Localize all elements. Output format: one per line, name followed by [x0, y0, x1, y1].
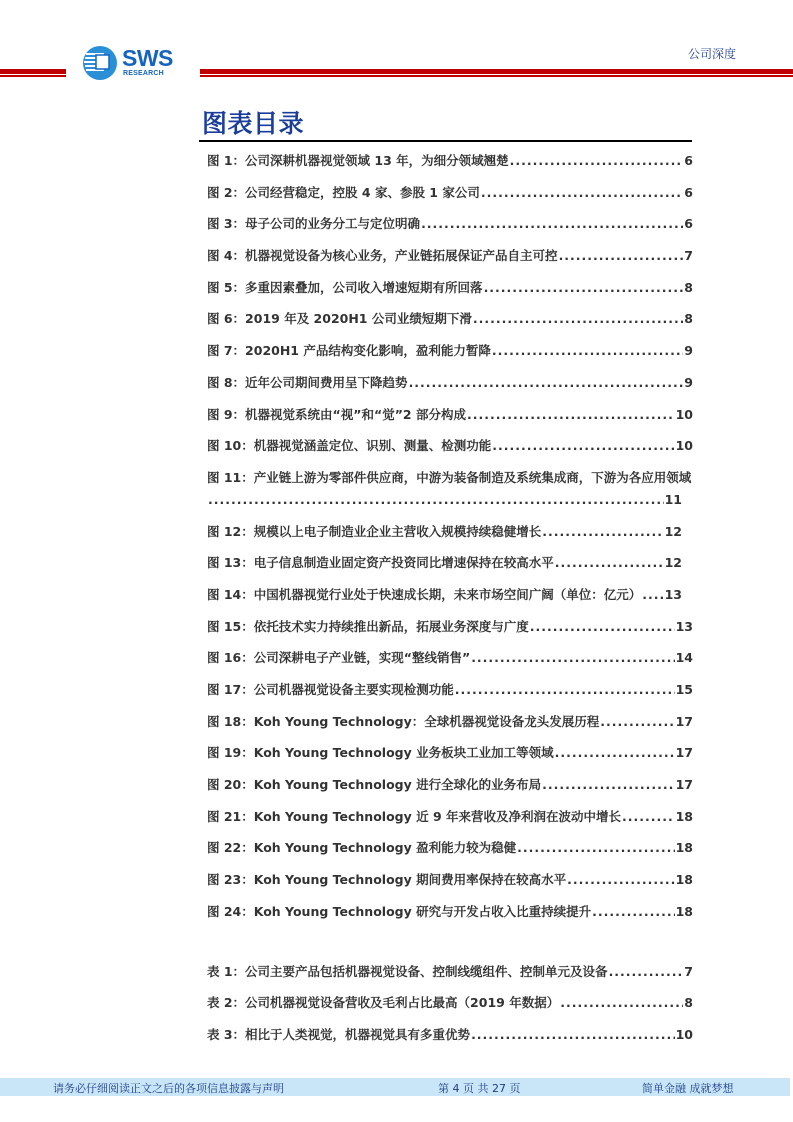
- page-number: 14: [675, 650, 693, 666]
- leader-dots: [484, 280, 684, 296]
- page-number: 8: [684, 279, 693, 295]
- leader-dots: [510, 153, 684, 169]
- page-number: 12: [664, 523, 682, 539]
- leader-dots: [600, 714, 674, 730]
- leader-dots: [530, 619, 675, 635]
- leader-dots: [567, 872, 674, 888]
- leader-dots: [467, 407, 675, 423]
- page-number: 7: [684, 963, 693, 979]
- section-gap: [207, 936, 693, 964]
- toc-entry-figure-14[interactable]: 图 14：中国机器视觉行业处于快速成长期，未来市场空间广阔（单位：亿元） ..... 13: [207, 587, 682, 603]
- page-number: 18: [675, 872, 693, 888]
- leader-dots: [560, 995, 683, 1011]
- leader-dots: [592, 904, 674, 920]
- page-footer: [0, 1078, 790, 1096]
- leader-dots: [481, 185, 683, 201]
- footer-page-info: 第 4 页 共 27 页: [438, 1082, 521, 1095]
- document-type: 公司深度: [688, 47, 737, 61]
- toc-entry-figure-22[interactable]: 图 22：Koh Young Technology 盈利能力较为稳健 ..... 18: [207, 840, 693, 856]
- leader-dots: [555, 555, 664, 571]
- toc-entry-figure-16[interactable]: 图 16：公司深耕电子产业链，实现“整线销售” ..... 14: [207, 650, 693, 666]
- footer-disclaimer: 请务必仔细阅读正文之后的各项信息披露与声明: [53, 1082, 284, 1095]
- leader-dots: [208, 492, 664, 508]
- page-number: 17: [675, 745, 693, 761]
- toc-entry-figure-21[interactable]: 图 21：Koh Young Technology 近 9 年来营收及净利润在波动中增长 ..... 18: [207, 809, 693, 825]
- toc-entry-figure-8[interactable]: 图 8：近年公司期间费用呈下降趋势 ..... 9: [207, 375, 693, 391]
- toc-entry-figure-2[interactable]: 图 2：公司经营稳定，控股 4 家、参股 1 家公司 ..... 6: [207, 185, 693, 201]
- logo-subtitle: RESEARCH: [123, 70, 164, 77]
- leader-dots: [542, 524, 663, 540]
- page-number: 10: [675, 406, 693, 422]
- page-number: 13: [675, 618, 693, 634]
- leader-dots: [421, 216, 683, 232]
- page-number: 12: [664, 555, 682, 571]
- toc-entry-table-3[interactable]: 表 3：相比于人类视觉，机器视觉具有多重优势 ..... 10: [207, 1027, 693, 1043]
- toc-entry-figure-11[interactable]: 图 11：产业链上游为零部件供应商，中游为装备制造及系统集成商，下游为各应用领域 ..... 11: [207, 470, 693, 508]
- toc-entry-figure-17[interactable]: 图 17：公司机器视觉设备主要实现检测功能 ..... 15: [207, 682, 693, 698]
- leader-dots: [559, 248, 684, 264]
- leader-dots: [455, 682, 675, 698]
- page-number: 7: [684, 248, 693, 264]
- table-of-figures: [207, 153, 693, 1059]
- toc-entry-figure-19[interactable]: 图 19：Koh Young Technology 业务板块工业加工等领域 ..... 17: [207, 745, 693, 761]
- leader-dots: [473, 311, 683, 327]
- sws-logo-icon: [82, 45, 118, 81]
- page-number: 11: [664, 491, 682, 507]
- leader-dots: [492, 438, 674, 454]
- leader-dots: [492, 343, 683, 359]
- footer-slogan: 简单金融 成就梦想: [642, 1082, 734, 1095]
- leader-dots: [642, 587, 663, 603]
- leader-dots: [517, 840, 674, 856]
- leader-dots: [609, 964, 684, 980]
- leader-dots: [409, 375, 684, 391]
- toc-entry-figure-13[interactable]: 图 13：电子信息制造业固定资产投资同比增速保持在较高水平 ..... 12: [207, 555, 682, 571]
- page-number: 17: [675, 777, 693, 793]
- toc-entry-figure-3[interactable]: 图 3：母子公司的业务分工与定位明确 ..... 6: [207, 216, 693, 232]
- page-number: 9: [684, 343, 693, 359]
- page-number: 10: [675, 1026, 693, 1042]
- toc-entry-table-1[interactable]: 表 1：公司主要产品包括机器视觉设备、控制线缆组件、控制单元及设备 ..... 7: [207, 964, 693, 980]
- leader-dots: [542, 777, 674, 793]
- page-number: 8: [684, 311, 693, 327]
- leader-dots: [471, 650, 674, 666]
- page-number: 6: [684, 216, 693, 232]
- leader-dots: [555, 745, 675, 761]
- header-rule-left: [0, 69, 66, 77]
- toc-entry-figure-10[interactable]: 图 10：机器视觉涵盖定位、识别、测量、检测功能 ..... 10: [207, 438, 693, 454]
- page-number: 18: [675, 903, 693, 919]
- toc-entry-figure-4[interactable]: 图 4：机器视觉设备为核心业务，产业链拓展保证产品自主可控 ..... 7: [207, 248, 693, 264]
- toc-entry-figure-5[interactable]: 图 5：多重因素叠加，公司收入增速短期有所回落 ..... 8: [207, 280, 693, 296]
- toc-entry-figure-9[interactable]: 图 9：机器视觉系统由“视”和“觉”2 部分构成 ..... 10: [207, 407, 693, 423]
- page-number: 6: [684, 184, 693, 200]
- title-underline: [199, 140, 692, 142]
- logo-brand: SWS: [122, 45, 173, 71]
- leader-dots: [622, 809, 675, 825]
- toc-entry-figure-15[interactable]: 图 15：依托技术实力持续推出新品，拓展业务深度与广度 ..... 13: [207, 619, 693, 635]
- page-number: 15: [675, 682, 693, 697]
- toc-entry-figure-7[interactable]: 图 7：2020H1 产品结构变化影响，盈利能力暂降 ..... 9: [207, 343, 693, 359]
- sws-logo: [80, 43, 185, 83]
- toc-entry-figure-23[interactable]: 图 23：Koh Young Technology 期间费用率保持在较高水平 ..... 18: [207, 872, 693, 888]
- page-number: 13: [664, 586, 682, 602]
- toc-entry-figure-6[interactable]: 图 6：2019 年及 2020H1 公司业绩短期下滑 ..... 8: [207, 311, 693, 327]
- leader-dots: [471, 1027, 675, 1043]
- page-number: 9: [684, 374, 693, 390]
- header-rule-right: [200, 69, 793, 77]
- page-number: 8: [684, 995, 693, 1011]
- page-number: 10: [675, 438, 693, 454]
- page-number: 18: [675, 808, 693, 824]
- toc-entry-figure-18[interactable]: 图 18：Koh Young Technology：全球机器视觉设备龙头发展历程 ..... 17: [207, 714, 693, 730]
- page-number: 18: [675, 840, 693, 856]
- page-number: 17: [675, 713, 693, 729]
- toc-entry-figure-12[interactable]: 图 12：规模以上电子制造业企业主营收入规模持续稳健增长 ..... 12: [207, 524, 682, 540]
- toc-entry-figure-20[interactable]: 图 20：Koh Young Technology 进行全球化的业务布局 ..... 17: [207, 777, 693, 793]
- toc-entry-table-2[interactable]: 表 2：公司机器视觉设备营收及毛利占比最高（2019 年数据） ..... 8: [207, 995, 693, 1011]
- page-number: 6: [684, 153, 693, 168]
- page-title: 图表目录: [202, 109, 305, 138]
- toc-entry-figure-1[interactable]: 图 1：公司深耕机器视觉领域 13 年，为细分领域翘楚 ..... 6: [207, 153, 693, 169]
- toc-entry-figure-24[interactable]: 图 24：Koh Young Technology 研究与开发占收入比重持续提升 ..... 18: [207, 904, 693, 920]
